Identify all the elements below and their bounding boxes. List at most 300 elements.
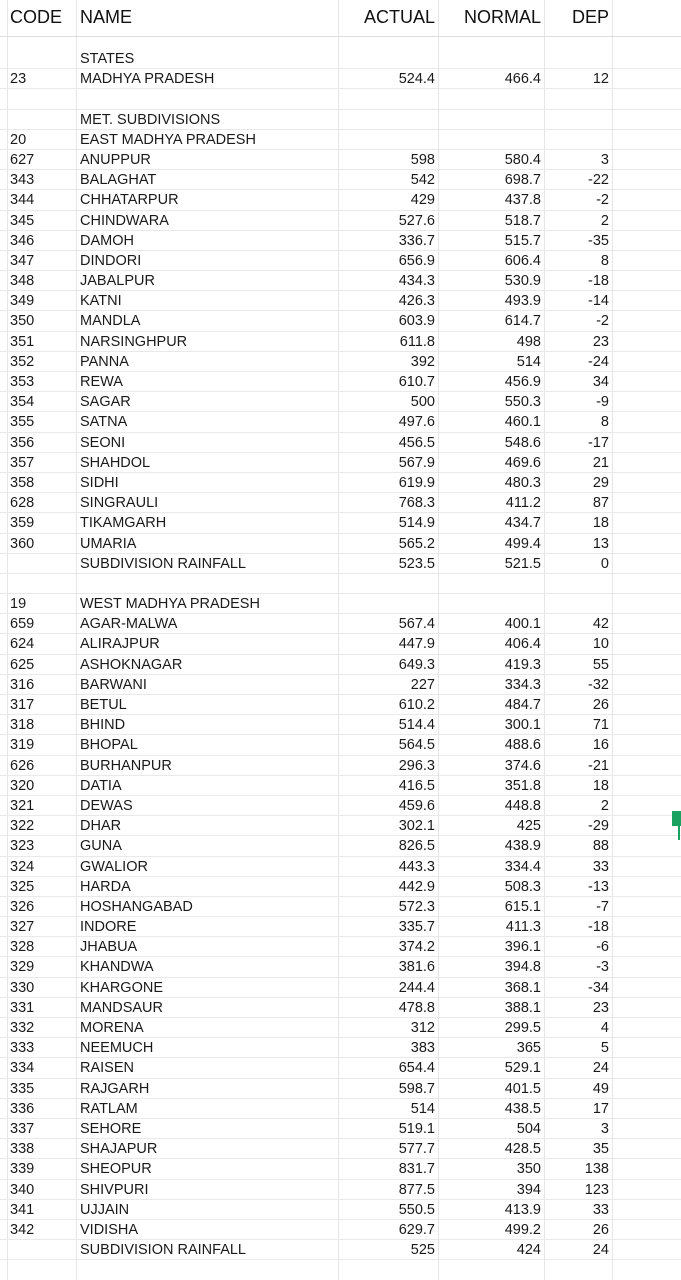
cell-code[interactable]: 23 (10, 71, 27, 88)
cell-normal[interactable]: 434.7 (504, 515, 541, 532)
cell-dep[interactable]: -21 (588, 757, 609, 774)
cell-actual[interactable]: 302.1 (398, 818, 435, 835)
table-row (0, 1159, 681, 1179)
cell-dep[interactable]: 138 (584, 1161, 609, 1178)
cell-code[interactable]: 345 (10, 212, 35, 229)
cell-code[interactable]: 333 (10, 1040, 35, 1057)
cell-dep[interactable]: 87 (592, 495, 609, 512)
cell-code[interactable]: 349 (10, 293, 35, 310)
cell-name[interactable]: RAJGARH (80, 1080, 150, 1097)
cell-normal[interactable]: 493.9 (504, 293, 541, 310)
cell-dep[interactable]: -6 (596, 939, 609, 956)
cell-code[interactable]: 327 (10, 919, 35, 936)
cell-actual[interactable]: 383 (410, 1040, 435, 1057)
cell-name[interactable]: UMARIA (80, 535, 137, 552)
cell-normal[interactable]: 480.3 (504, 474, 541, 491)
cell-dep[interactable]: 10 (592, 636, 609, 653)
cell-name[interactable]: REWA (80, 374, 123, 390)
cell-code[interactable]: 350 (10, 313, 35, 330)
cell-normal[interactable]: 406.4 (504, 636, 541, 653)
cell-code[interactable]: 342 (10, 1221, 35, 1238)
cell-code[interactable]: 335 (10, 1080, 35, 1097)
cell-name[interactable]: DATIA (80, 777, 122, 794)
header-actual[interactable]: ACTUAL (363, 7, 435, 27)
cell-dep[interactable]: -24 (588, 353, 609, 370)
cell-normal[interactable]: 498 (516, 333, 541, 350)
cell-name[interactable]: DEWAS (80, 797, 133, 814)
cell-name[interactable]: DHAR (80, 818, 122, 835)
cell-name[interactable]: ASHOKNAGAR (80, 656, 183, 673)
header-dep[interactable]: DEP (571, 7, 609, 27)
cell-normal[interactable]: 351.8 (504, 777, 541, 794)
cell-actual[interactable]: 443.3 (398, 858, 435, 875)
cell-actual[interactable]: 611.8 (399, 333, 435, 350)
cell-actual[interactable]: 603.9 (398, 313, 435, 330)
table-row (0, 493, 681, 513)
cell-actual[interactable]: 523.5 (398, 555, 435, 572)
cell-normal[interactable]: 580.4 (504, 151, 541, 168)
cell-code[interactable]: 624 (10, 636, 35, 653)
cell-normal[interactable]: 438.5 (504, 1100, 541, 1117)
cell-code[interactable]: 317 (10, 697, 35, 713)
cell-code[interactable]: 328 (10, 939, 35, 956)
cell-actual[interactable]: 572.3 (398, 898, 435, 915)
cell-actual[interactable]: 416.5 (398, 777, 435, 794)
cell-dep[interactable]: -14 (588, 293, 609, 310)
cell-name[interactable]: SEONI (80, 434, 126, 451)
cell-normal[interactable]: 448.8 (504, 797, 541, 814)
cell-code[interactable]: 347 (10, 252, 35, 269)
cell-dep[interactable]: 33 (592, 1201, 609, 1218)
cell-actual[interactable]: 656.9 (398, 252, 435, 269)
cell-normal[interactable]: 400.1 (504, 616, 541, 633)
cell-normal[interactable]: 411.3 (505, 919, 541, 936)
cell-dep[interactable]: -13 (588, 878, 609, 895)
cell-actual[interactable]: 478.8 (398, 999, 435, 1016)
cell-normal[interactable]: 488.6 (504, 737, 541, 754)
cell-normal[interactable]: 334.4 (504, 858, 541, 875)
cell-code[interactable]: 321 (10, 797, 35, 814)
cell-name[interactable]: UJJAIN (80, 1201, 130, 1218)
cell-actual[interactable]: 567.9 (398, 454, 435, 471)
cell-name[interactable]: KHANDWA (80, 959, 154, 976)
cell-dep[interactable]: -18 (588, 919, 609, 936)
cell-actual[interactable]: 564.5 (398, 737, 435, 754)
cell-normal[interactable]: 299.5 (504, 1020, 541, 1036)
cell-code[interactable]: 336 (10, 1100, 35, 1117)
cell-dep[interactable]: 55 (592, 656, 609, 673)
cell-actual[interactable]: 312 (410, 1020, 435, 1036)
cell-code[interactable]: 334 (10, 1060, 35, 1077)
cell-actual[interactable]: 381.6 (398, 959, 435, 976)
cell-code[interactable]: 20 (10, 131, 27, 148)
cell-name[interactable]: ANUPPUR (80, 151, 151, 168)
cell-normal[interactable]: 550.3 (504, 394, 541, 411)
cell-name[interactable]: TIKAMGARH (80, 515, 167, 532)
cell-normal[interactable]: 424 (516, 1242, 541, 1259)
cell-actual[interactable]: 447.9 (398, 636, 435, 653)
cell-name[interactable]: GUNA (80, 838, 122, 855)
cell-dep[interactable]: 8 (600, 252, 609, 269)
cell-actual[interactable]: 654.4 (398, 1060, 435, 1077)
cell-name[interactable]: INDORE (80, 919, 137, 936)
cell-normal[interactable]: 514 (516, 353, 541, 370)
cell-code[interactable]: 343 (10, 172, 35, 189)
cell-normal[interactable]: 334.3 (504, 676, 541, 693)
table-row (0, 574, 681, 594)
cell-normal[interactable]: 504 (516, 1120, 541, 1137)
cell-normal[interactable]: 615.1 (504, 898, 541, 915)
table-row (0, 1240, 681, 1260)
cell-actual[interactable]: 877.5 (398, 1181, 435, 1198)
cell-name[interactable]: BALAGHAT (80, 172, 157, 189)
cell-name[interactable]: CHINDWARA (80, 212, 169, 229)
cell-name[interactable]: MORENA (80, 1020, 144, 1036)
cell-code[interactable]: 337 (10, 1120, 35, 1137)
header-row (0, 0, 681, 37)
cell-actual[interactable]: 649.3 (398, 656, 435, 673)
cell-name[interactable]: BHIND (80, 717, 126, 734)
cell-normal[interactable]: 365 (516, 1040, 541, 1057)
cell-normal[interactable]: 411.2 (505, 495, 541, 512)
cell-actual[interactable]: 426.3 (398, 293, 435, 310)
cell-actual[interactable]: 434.3 (398, 273, 435, 290)
cell-dep[interactable]: 2 (600, 212, 609, 229)
cell-name[interactable]: HARDA (80, 878, 131, 895)
cell-dep[interactable]: 18 (592, 777, 609, 794)
cell-actual[interactable]: 514.9 (398, 515, 435, 532)
cell-name[interactable]: JHABUA (80, 939, 138, 956)
cell-dep[interactable]: -2 (596, 192, 609, 209)
cell-dep[interactable]: -35 (588, 232, 609, 249)
cell-actual[interactable]: 550.5 (398, 1201, 435, 1218)
cell-name[interactable]: MANDLA (80, 313, 141, 330)
cell-normal[interactable]: 529.1 (504, 1060, 541, 1077)
cell-normal[interactable]: 300.1 (504, 717, 541, 734)
cell-dep[interactable]: -29 (588, 818, 609, 835)
cell-normal[interactable]: 388.1 (504, 999, 541, 1016)
cell-name[interactable]: WEST MADHYA PRADESH (80, 596, 260, 613)
cell-dep[interactable]: 0 (600, 555, 609, 572)
cell-name[interactable]: GWALIOR (80, 858, 148, 875)
table-row (0, 1079, 681, 1099)
cell-dep[interactable]: -2 (596, 313, 609, 330)
cell-normal[interactable]: 394 (516, 1181, 541, 1198)
cell-name[interactable]: SEHORE (80, 1120, 142, 1137)
cell-code[interactable]: 322 (10, 818, 35, 835)
cell-code[interactable]: 339 (10, 1161, 35, 1178)
cell-code[interactable]: 625 (10, 656, 35, 673)
cell-normal[interactable]: 606.4 (504, 252, 541, 269)
cell-normal[interactable]: 394.8 (504, 959, 541, 976)
cell-dep[interactable]: -9 (596, 394, 609, 411)
cell-name[interactable]: SAGAR (80, 394, 131, 411)
cell-name[interactable]: PANNA (80, 353, 129, 370)
cell-dep[interactable]: -34 (588, 979, 609, 996)
cell-actual[interactable]: 565.2 (398, 535, 435, 552)
cell-code[interactable]: 659 (10, 616, 35, 633)
cell-selection-edge (678, 826, 680, 840)
cell-actual[interactable]: 567.4 (398, 616, 435, 633)
table-row (0, 897, 681, 917)
cell-normal[interactable]: 456.9 (504, 374, 541, 390)
cell-code[interactable]: 341 (10, 1201, 35, 1218)
cell-actual[interactable]: 497.6 (398, 414, 435, 431)
cell-name[interactable]: MET. SUBDIVISIONS (80, 111, 221, 128)
cell-normal[interactable]: 499.2 (504, 1221, 541, 1238)
cell-code[interactable]: 354 (10, 394, 35, 411)
cell-actual[interactable]: 296.3 (398, 757, 435, 774)
cell-dep[interactable]: 26 (592, 697, 609, 713)
cell-actual[interactable]: 227 (410, 676, 435, 693)
cell-name[interactable]: SHAHDOL (80, 454, 151, 471)
cell-actual[interactable]: 524.4 (398, 71, 435, 88)
cell-code[interactable]: 319 (10, 737, 35, 754)
cell-normal[interactable]: 460.1 (504, 414, 541, 431)
cell-normal[interactable]: 419.3 (504, 656, 541, 673)
table-row (0, 513, 681, 533)
cell-dep[interactable]: 88 (592, 838, 609, 855)
cell-name[interactable]: DINDORI (80, 252, 142, 269)
cell-normal[interactable]: 521.5 (504, 555, 541, 572)
cell-code[interactable]: 628 (10, 495, 35, 512)
cell-normal[interactable]: 396.1 (504, 939, 541, 956)
cell-code[interactable]: 324 (10, 858, 35, 875)
cell-normal[interactable]: 438.9 (504, 838, 541, 855)
cell-name[interactable]: SATNA (80, 414, 128, 431)
cell-dep[interactable]: 71 (592, 717, 609, 734)
table-row (0, 655, 681, 675)
cell-actual[interactable]: 514 (410, 1100, 435, 1117)
cell-dep[interactable]: 12 (592, 71, 609, 88)
cell-code[interactable]: 356 (10, 434, 35, 451)
cell-actual[interactable]: 244.4 (398, 979, 435, 996)
cell-name[interactable]: SHEOPUR (80, 1161, 152, 1178)
cell-normal[interactable]: 437.8 (504, 192, 541, 209)
cell-code[interactable]: 627 (10, 151, 35, 168)
header-normal[interactable]: NORMAL (463, 7, 541, 27)
cell-name[interactable]: EAST MADHYA PRADESH (80, 131, 256, 148)
cell-actual[interactable]: 525 (410, 1242, 435, 1259)
table-row (0, 978, 681, 998)
cell-actual[interactable]: 598.7 (398, 1080, 435, 1097)
cell-code[interactable]: 353 (10, 374, 35, 390)
cell-dep[interactable]: 23 (592, 999, 609, 1016)
cell-code[interactable]: 358 (10, 474, 35, 491)
cell-actual[interactable]: 610.2 (398, 697, 435, 713)
cell-name[interactable]: MADHYA PRADESH (80, 71, 215, 88)
cell-normal[interactable]: 413.9 (504, 1201, 541, 1218)
cell-dep[interactable]: -3 (596, 959, 609, 976)
cell-dep[interactable]: 21 (592, 454, 609, 471)
cell-dep[interactable]: -32 (588, 676, 609, 693)
table-row (0, 69, 681, 89)
cell-name[interactable]: NEEMUCH (80, 1040, 154, 1057)
cell-actual[interactable]: 336.7 (398, 232, 435, 249)
cell-code[interactable]: 316 (10, 676, 35, 693)
cell-code[interactable]: 338 (10, 1141, 35, 1158)
table-row (0, 1018, 681, 1038)
cell-name[interactable]: SINGRAULI (80, 495, 159, 512)
cell-dep[interactable]: 2 (600, 797, 609, 814)
cell-normal[interactable]: 515.7 (504, 232, 541, 249)
cell-dep[interactable]: 18 (592, 515, 609, 532)
cell-dep[interactable]: 5 (600, 1040, 609, 1057)
cell-code[interactable]: 318 (10, 717, 35, 734)
cell-code[interactable]: 346 (10, 232, 35, 249)
cell-code[interactable]: 332 (10, 1020, 35, 1036)
cell-actual[interactable]: 442.9 (398, 878, 435, 895)
cell-code[interactable]: 331 (10, 999, 35, 1016)
cell-code[interactable]: 326 (10, 898, 35, 915)
cell-dep[interactable]: 34 (592, 374, 609, 390)
cell-name[interactable]: RAISEN (80, 1060, 134, 1077)
cell-dep[interactable]: 17 (592, 1100, 609, 1117)
cell-code[interactable]: 329 (10, 959, 35, 976)
cell-dep[interactable]: 4 (600, 1020, 609, 1036)
table-row (0, 271, 681, 291)
cell-actual[interactable]: 519.1 (398, 1120, 435, 1137)
cell-dep[interactable]: -22 (588, 172, 609, 189)
cell-actual[interactable]: 456.5 (398, 434, 435, 451)
cell-normal[interactable]: 374.6 (504, 757, 541, 774)
cell-dep[interactable]: 23 (592, 333, 609, 350)
cell-selection-handle[interactable] (672, 811, 681, 826)
cell-code[interactable]: 323 (10, 838, 35, 855)
cell-code[interactable]: 357 (10, 454, 35, 471)
table-row (0, 211, 681, 231)
cell-actual[interactable]: 629.7 (398, 1221, 435, 1238)
cell-name[interactable]: BETUL (80, 697, 127, 713)
cell-normal[interactable]: 499.4 (504, 535, 541, 552)
cell-name[interactable]: CHHATARPUR (80, 192, 179, 209)
cell-actual[interactable]: 527.6 (398, 212, 435, 229)
cell-name[interactable]: JABALPUR (80, 273, 155, 290)
cell-dep[interactable]: 42 (592, 616, 609, 633)
cell-dep[interactable]: 35 (592, 1141, 609, 1158)
cell-dep[interactable]: 3 (600, 1120, 609, 1137)
cell-dep[interactable]: 29 (592, 474, 609, 491)
cell-dep[interactable]: -7 (596, 898, 609, 915)
cell-dep[interactable]: 123 (584, 1181, 609, 1198)
cell-actual[interactable]: 514.4 (398, 717, 435, 734)
table-row (0, 715, 681, 735)
cell-name[interactable]: SUBDIVISION RAINFALL (80, 1242, 246, 1259)
cell-actual[interactable]: 577.7 (398, 1141, 435, 1158)
cell-normal[interactable]: 466.4 (504, 71, 541, 88)
cell-name[interactable]: BARWANI (80, 676, 147, 693)
cell-code[interactable]: 330 (10, 979, 35, 996)
cell-normal[interactable]: 469.6 (504, 454, 541, 471)
cell-actual[interactable]: 826.5 (398, 838, 435, 855)
cell-dep[interactable]: 3 (600, 151, 609, 168)
cell-actual[interactable]: 374.2 (398, 939, 435, 956)
cell-actual[interactable]: 459.6 (398, 797, 435, 814)
table-row (0, 614, 681, 634)
cell-code[interactable]: 355 (10, 414, 35, 431)
cell-name[interactable]: KATNI (80, 293, 122, 310)
cell-name[interactable]: SUBDIVISION RAINFALL (80, 555, 246, 572)
cell-code[interactable]: 351 (10, 333, 35, 350)
cell-code[interactable]: 348 (10, 273, 35, 290)
cell-actual[interactable]: 392 (410, 353, 435, 370)
cell-normal[interactable]: 484.7 (504, 697, 541, 713)
cell-name[interactable]: HOSHANGABAD (80, 898, 193, 915)
cell-normal[interactable]: 368.1 (504, 979, 541, 996)
cell-dep[interactable]: 24 (592, 1242, 609, 1259)
cell-name[interactable]: SHIVPURI (80, 1181, 149, 1198)
cell-name[interactable]: SIDHI (80, 474, 119, 491)
cell-actual[interactable]: 768.3 (398, 495, 435, 512)
cell-normal[interactable]: 548.6 (504, 434, 541, 451)
cell-normal[interactable]: 530.9 (504, 273, 541, 290)
cell-code[interactable]: 344 (10, 192, 35, 209)
cell-dep[interactable]: 26 (592, 1221, 609, 1238)
cell-normal[interactable]: 350 (516, 1161, 541, 1178)
cell-actual[interactable]: 610.7 (398, 374, 435, 390)
cell-normal[interactable]: 401.5 (504, 1080, 541, 1097)
cell-actual[interactable]: 429 (410, 192, 435, 209)
cell-name[interactable]: VIDISHA (80, 1221, 139, 1238)
cell-name[interactable]: KHARGONE (80, 979, 163, 996)
cell-actual[interactable]: 619.9 (398, 474, 435, 491)
cell-code[interactable]: 320 (10, 777, 35, 794)
cell-code[interactable]: 352 (10, 353, 35, 370)
cell-name[interactable]: STATES (80, 51, 135, 67)
cell-name[interactable]: NARSINGHPUR (80, 333, 188, 350)
cell-name[interactable]: RATLAM (80, 1100, 138, 1117)
cell-normal[interactable]: 698.7 (504, 172, 541, 189)
header-code[interactable]: CODE (10, 7, 63, 27)
cell-actual[interactable]: 542 (410, 172, 435, 189)
cell-code[interactable]: 340 (10, 1181, 35, 1198)
cell-actual[interactable]: 500 (410, 394, 435, 411)
header-name[interactable]: NAME (80, 7, 133, 27)
cell-actual[interactable]: 831.7 (398, 1161, 435, 1178)
table-row (0, 816, 681, 836)
table-row (0, 998, 681, 1018)
cell-normal[interactable]: 518.7 (504, 212, 541, 229)
cell-name[interactable]: BURHANPUR (80, 757, 172, 774)
cell-dep[interactable]: 13 (592, 535, 609, 552)
cell-code[interactable]: 626 (10, 757, 35, 774)
cell-name[interactable]: DAMOH (80, 232, 134, 249)
table-row (0, 251, 681, 271)
cell-normal[interactable]: 425 (516, 818, 541, 835)
cell-normal[interactable]: 508.3 (504, 878, 541, 895)
cell-name[interactable]: BHOPAL (80, 737, 138, 754)
cell-code[interactable]: 19 (10, 596, 27, 613)
cell-normal[interactable]: 614.7 (504, 313, 541, 330)
cell-dep[interactable]: -18 (588, 273, 609, 290)
cell-dep[interactable]: 16 (592, 737, 609, 754)
cell-code[interactable]: 325 (10, 878, 35, 895)
cell-code[interactable]: 359 (10, 515, 35, 532)
cell-name[interactable]: ALIRAJPUR (80, 636, 160, 653)
cell-actual[interactable]: 335.7 (398, 919, 435, 936)
cell-normal[interactable]: 428.5 (504, 1141, 541, 1158)
cell-dep[interactable]: 49 (592, 1080, 609, 1097)
cell-name[interactable]: SHAJAPUR (80, 1141, 158, 1158)
cell-name[interactable]: MANDSAUR (80, 999, 163, 1016)
cell-actual[interactable]: 598 (410, 151, 435, 168)
cell-code[interactable]: 360 (10, 535, 35, 552)
cell-dep[interactable]: 24 (592, 1060, 609, 1077)
cell-dep[interactable]: 8 (600, 414, 609, 431)
cell-dep[interactable]: 33 (592, 858, 609, 875)
cell-name[interactable]: AGAR-MALWA (80, 616, 178, 633)
cell-dep[interactable]: -17 (588, 434, 609, 451)
